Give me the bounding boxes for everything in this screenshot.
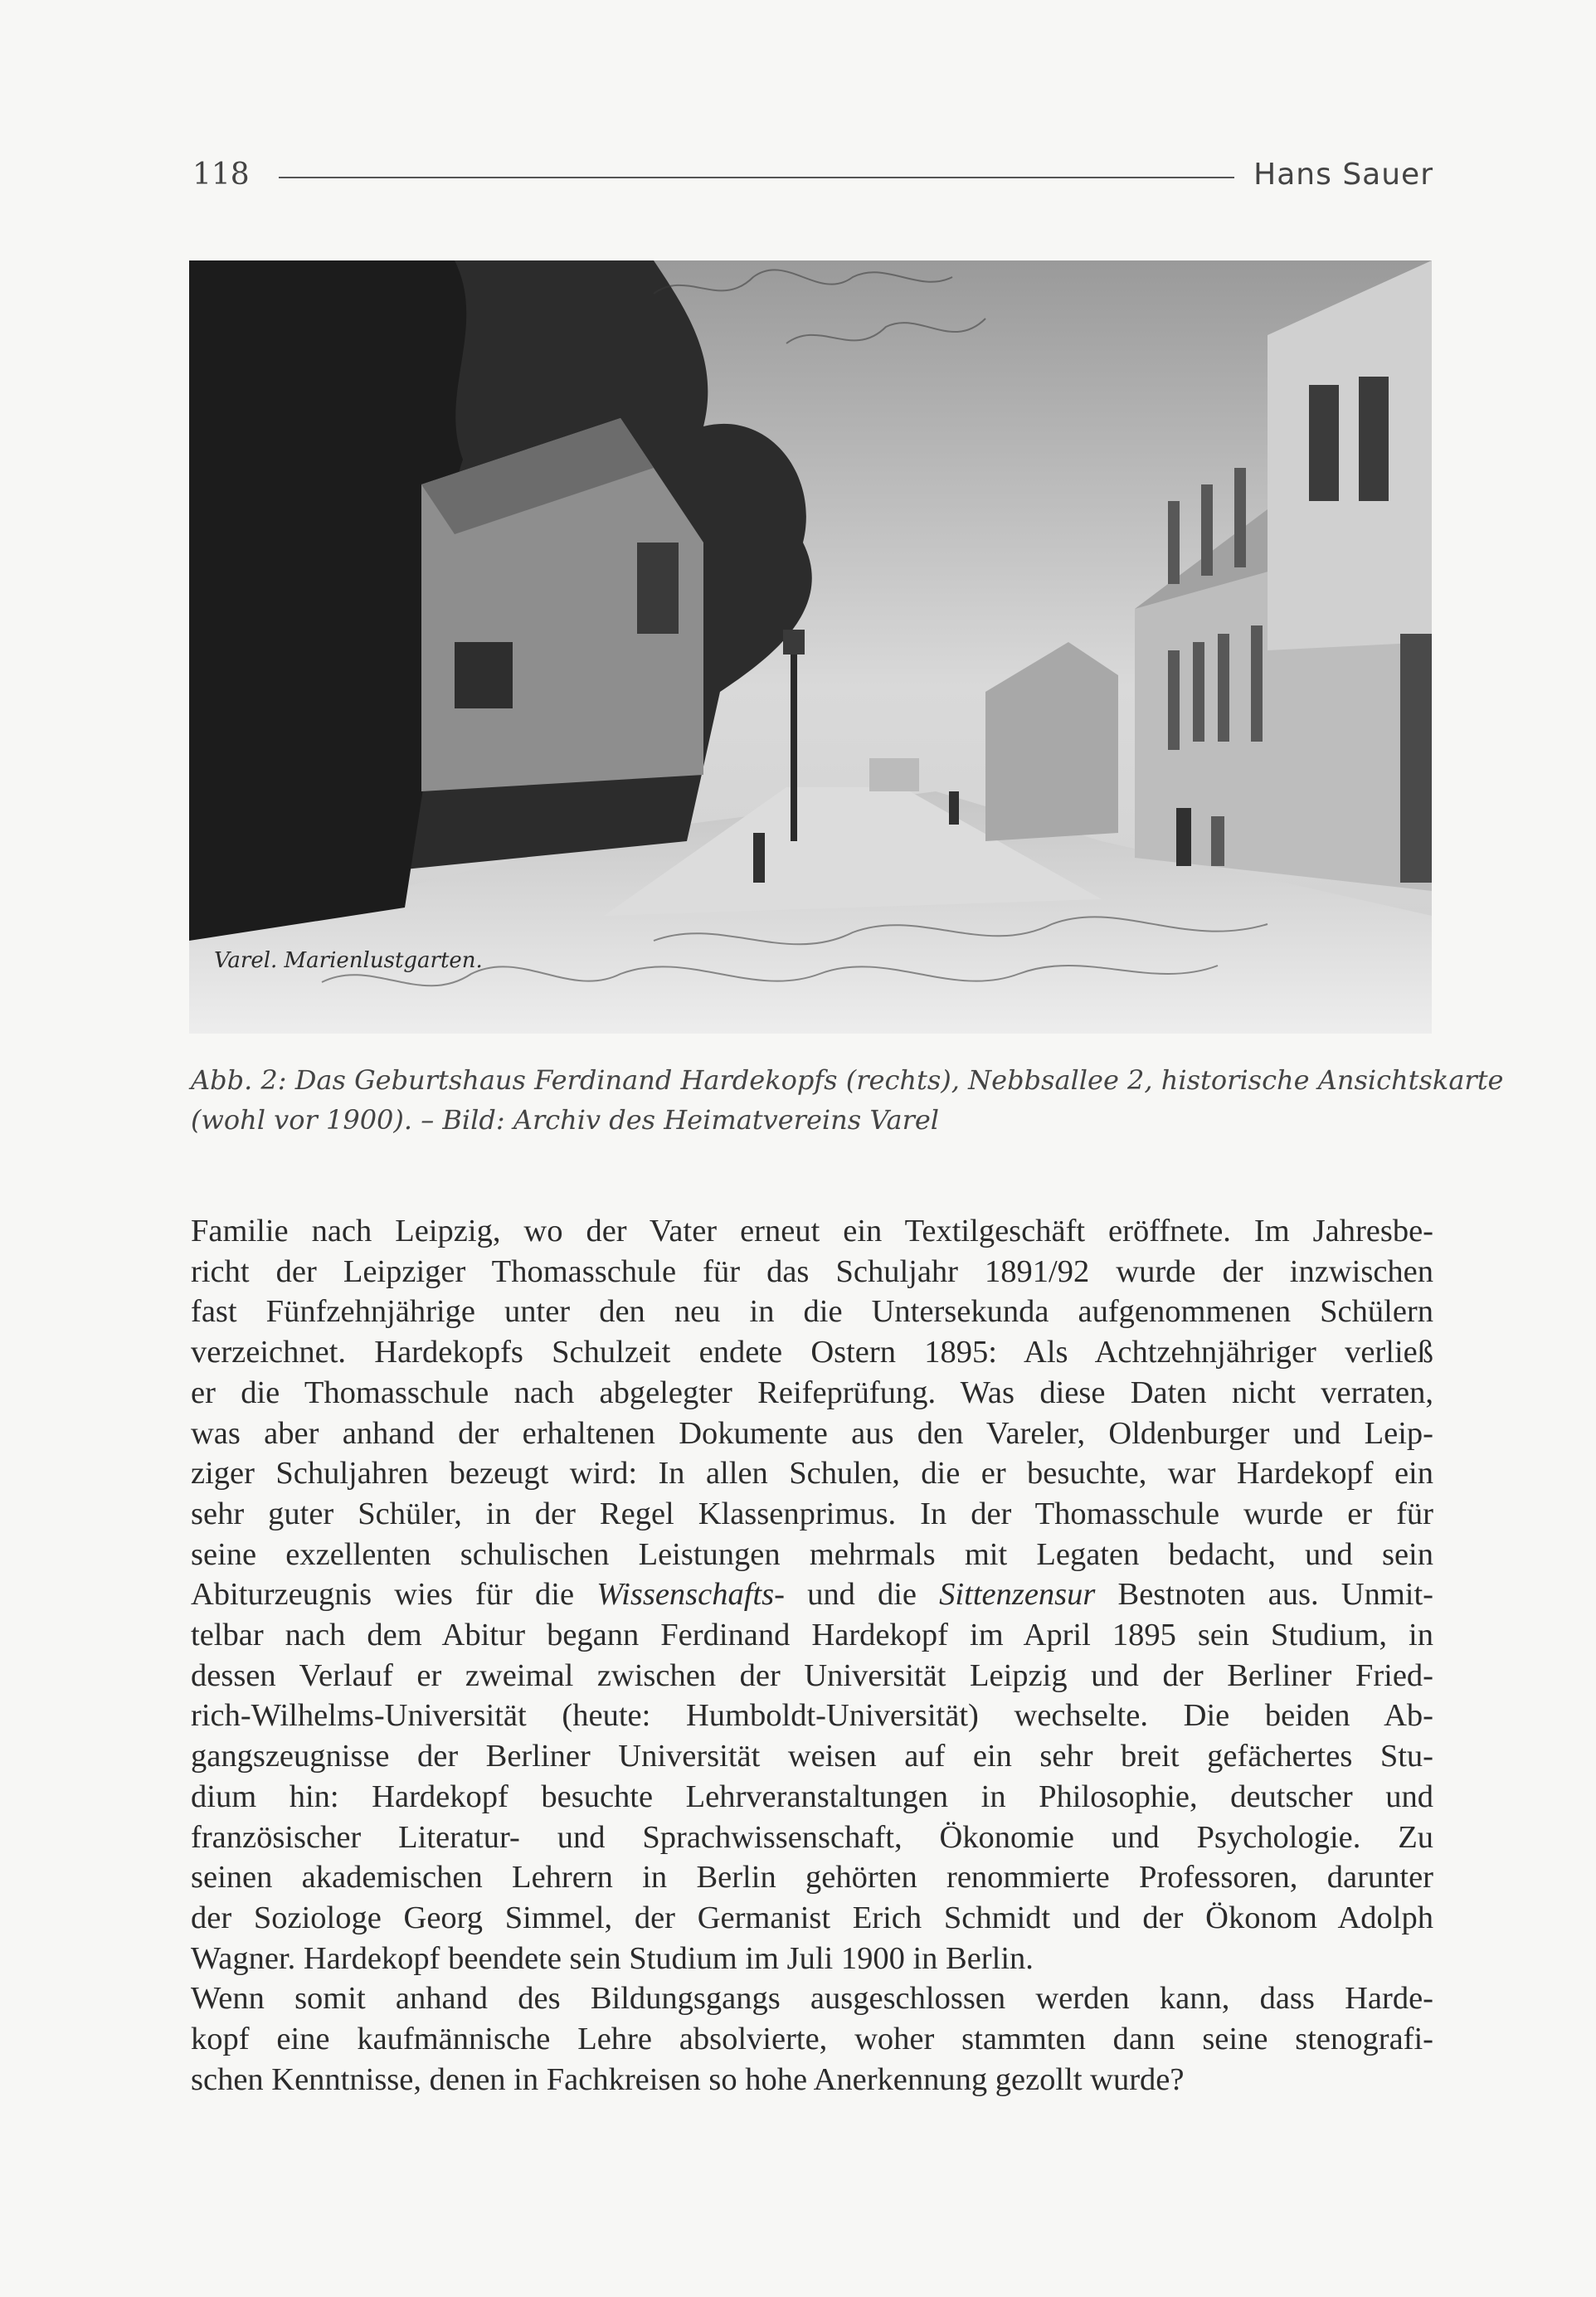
body-line: gangszeugnisse der Berliner Universität weisen auf ein sehr breit gefächertes Stu- xyxy=(191,1739,1433,1774)
left-house-window xyxy=(637,543,679,634)
figure-caption xyxy=(191,1060,1504,1140)
body-line: er die Thomasschule nach abgelegter Reifeprüfung. Was diese Daten nicht verraten, xyxy=(191,1375,1433,1410)
body-line: französischer Literatur- und Sprachwissenschaft, Ökonomie und Psychologie. Zu xyxy=(191,1819,1433,1855)
body-line: verzeichnet. Hardekopfs Schulzeit endete Ostern 1895: Als Achtzehnjähriger verließ xyxy=(191,1335,1433,1370)
person xyxy=(753,833,765,883)
bay-window xyxy=(1359,377,1389,501)
lamp-head xyxy=(783,630,805,655)
historical-postcard-photo xyxy=(189,260,1432,1034)
body-line xyxy=(191,1574,1433,1615)
caption-line: Abb. 2: Das Geburtshaus Ferdinand Hardekopfs (rechts), Nebbsallee 2, historische Ansichtskarte xyxy=(191,1064,1504,1096)
distant-house xyxy=(869,758,919,791)
body-text-run: Abiturzeugnis wies für die xyxy=(191,1577,597,1613)
body-line: Wenn somit anhand des Bildungsgangs ausgeschlossen werden kann, dass Harde- xyxy=(191,1981,1433,2017)
body-line: kopf eine kaufmännische Lehre absolvierte, woher stammten dann seine stenografi- xyxy=(191,2022,1433,2057)
body-line: was aber anhand der erhaltenen Dokumente aus den Vareler, Oldenburger und Leip- xyxy=(191,1415,1433,1451)
body-line: ziger Schuljahren bezeugt wird: In allen Schulen, die er besuchte, war Hardekopf ein xyxy=(191,1456,1433,1492)
caption-line: (wohl vor 1900). – Bild: Archiv des Heimatvereins Varel xyxy=(191,1104,940,1136)
body-line: Familie nach Leipzig, wo der Vater erneut ein Textilgeschäft eröffnete. Im Jahresbe- xyxy=(191,1214,1433,1248)
body-line: der Soziologe Georg Simmel, der Germanist Erich Schmidt und der Ökonom Adolph xyxy=(191,1900,1433,1935)
page-header xyxy=(189,154,1433,196)
body-line: fast Fünfzehnjährige unter den neu in die Untersekunda aufgenommenen Schülern xyxy=(191,1294,1433,1330)
shop-window xyxy=(1400,634,1432,883)
body-text-run: und die xyxy=(784,1577,940,1613)
bay-window xyxy=(1309,385,1339,501)
body-text-run: Bestnoten aus. Unmit- xyxy=(1095,1577,1433,1613)
body-line: telbar nach dem Abitur begann Ferdinand Hardekopf im April 1895 sein Studium, in xyxy=(191,1618,1433,1653)
body-text xyxy=(191,1211,1433,2100)
cyclist xyxy=(949,791,959,825)
body-line: dium hin: Hardekopf besuchte Lehrveranstaltungen in Philosophie, deutscher und xyxy=(191,1779,1433,1814)
page-number: 118 xyxy=(192,158,250,192)
child xyxy=(1176,808,1191,866)
postcard-illustration xyxy=(189,260,1432,1034)
header-rule xyxy=(279,177,1234,178)
body-line: schen Kenntnisse, denen in Fachkreisen so hohe Anerkennung gezollt wurde? xyxy=(191,2061,1185,2097)
body-line: richt der Leipziger Thomasschule für das Schuljahr 1891/92 wurde der inzwischen xyxy=(191,1253,1433,1289)
body-line: dessen Verlauf er zweimal zwischen der Universität Leipzig und der Berliner Fried- xyxy=(191,1657,1433,1693)
body-line: seine exzellenten schulischen Leistungen mehrmals mit Legaten bedacht, und sein xyxy=(191,1536,1433,1572)
running-head: Hans Sauer xyxy=(1253,158,1433,192)
body-line: sehr guter Schüler, in der Regel Klassenprimus. In der Thomasschule wurde er für xyxy=(191,1496,1433,1531)
postcard-label: Varel. Marienlustgarten. xyxy=(214,948,483,973)
emphasis-wissenschafts: Wissenschafts- xyxy=(596,1577,785,1613)
body-line: seinen akademischen Lehrern in Berlin gehörten renommierte Professoren, darunter xyxy=(191,1860,1433,1896)
body-line: Wagner. Hardekopf beendete sein Studium im Juli 1900 in Berlin. xyxy=(191,1940,1034,1976)
child xyxy=(1211,816,1224,866)
emphasis-sittenzensur: Sittenzensur xyxy=(939,1577,1096,1613)
street-lamp xyxy=(791,642,797,841)
body-line: rich-Wilhelms-Universität (heute: Humboldt-Universität) wechselte. Die beiden Ab- xyxy=(191,1698,1433,1734)
left-house-window xyxy=(455,642,513,708)
